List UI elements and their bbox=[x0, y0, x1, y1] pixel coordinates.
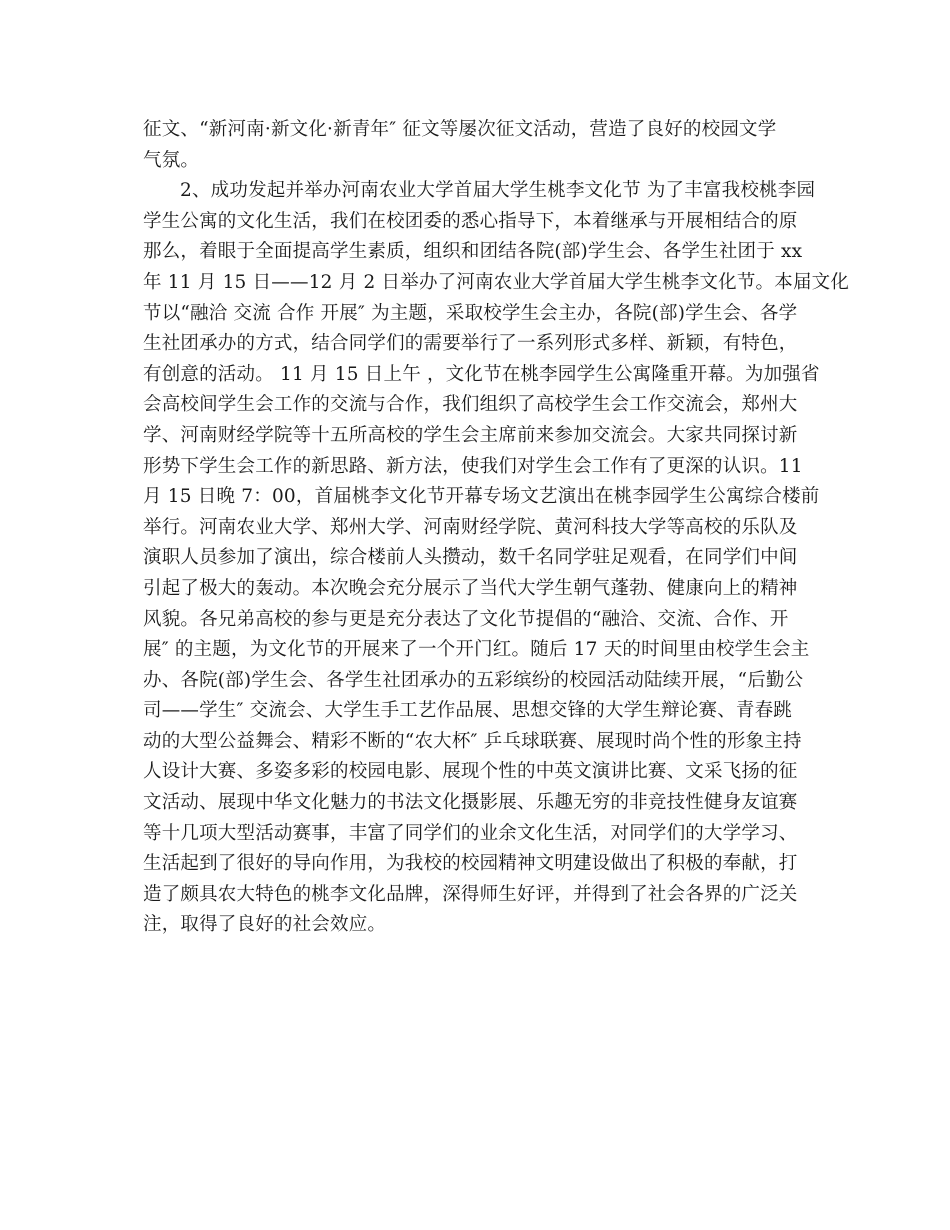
text-line: 年 11 月 15 日——12 月 2 日举办了河南农业大学首届大学生桃李文化节。本届文化 bbox=[143, 271, 850, 293]
text-line: 引起了极大的轰动。本次晚会充分展示了当代大学生朝气蓬勃、健康向上的精神 bbox=[143, 577, 798, 599]
text-line: 展″ 的主题，为文化节的开展来了一个开门红。随后 17 天的时间里由校学生会主 bbox=[143, 639, 810, 661]
text-line: 人设计大赛、多姿多彩的校园电影、展现个性的中英文演讲比赛、文采飞扬的征 bbox=[143, 761, 798, 783]
text-line: 等十几项大型活动赛事，丰富了同学们的业余文化生活，对同学们的大学学习、 bbox=[143, 822, 798, 844]
text-line: 气氛。 bbox=[143, 149, 200, 171]
text-line: 会高校间学生会工作的交流与合作，我们组织了高校学生会工作交流会，郑州大 bbox=[143, 394, 798, 416]
text-line: 风貌。各兄弟高校的参与更是充分表达了文化节提倡的“融洽、交流、合作、开 bbox=[143, 608, 789, 630]
document-body bbox=[143, 115, 850, 941]
text-line: 生活起到了很好的导向作用，为我校的校园精神文明建设做出了积极的奉献，打 bbox=[143, 853, 798, 875]
text-line: 注，取得了良好的社会效应。 bbox=[143, 914, 387, 936]
text-line: 文活动、展现中华文化魅力的书法文化摄影展、乐趣无穷的非竞技性健身友谊赛 bbox=[143, 792, 798, 814]
text-line: 举行。河南农业大学、郑州大学、河南财经学院、黄河科技大学等高校的乐队及 bbox=[143, 516, 798, 538]
text-line: 形势下学生会工作的新思路、新方法，使我们对学生会工作有了更深的认识。11 bbox=[143, 455, 803, 477]
text-line: 2、成功发起并举办河南农业大学首届大学生桃李文化节 为了丰富我校桃李园 bbox=[180, 180, 816, 202]
paragraph-2 bbox=[143, 176, 850, 941]
text-line: 办、各院(部)学生会、各学生社团承办的五彩缤纷的校园活动陆续开展，“后勤公 bbox=[143, 669, 804, 691]
text-line: 学、河南财经学院等十五所高校的学生会主席前来参加交流会。大家共同探讨新 bbox=[143, 424, 798, 446]
text-line: 月 15 日晚 7：00，首届桃李文化节开幕专场文艺演出在桃李园学生公寓综合楼前 bbox=[143, 486, 820, 508]
text-line: 生社团承办的方式，结合同学们的需要举行了一系列形式多样、新颖，有特色， bbox=[143, 333, 798, 355]
text-line: 司——学生″ 交流会、大学生手工艺作品展、思想交锋的大学生辩论赛、青春跳 bbox=[143, 700, 792, 722]
paragraph-1 bbox=[143, 115, 815, 176]
text-line: 学生公寓的文化生活，我们在校团委的悉心指导下，本着继承与开展相结合的原 bbox=[143, 210, 798, 232]
text-line: 那么，着眼于全面提高学生素质，组织和团结各院(部)学生会、各学生社团于 xx bbox=[143, 241, 803, 263]
text-line: 动的大型公益舞会、精彩不断的“农大杯″ 乒乓球联赛、展现时尚个性的形象主持 bbox=[143, 730, 802, 752]
text-line: 节以“融洽 交流 合作 开展″ 为主题，采取校学生会主办，各院(部)学生会、各学 bbox=[143, 302, 798, 324]
text-line: 演职人员参加了演出，综合楼前人头攒动，数千名同学驻足观看，在同学们中间 bbox=[143, 547, 798, 569]
text-line: 征文、“新河南·新文化·新青年″ 征文等屡次征文活动，营造了良好的校园文学 bbox=[143, 119, 777, 140]
text-line: 有创意的活动。 11 月 15 日上午 ，文化节在桃李园学生公寓隆重开幕。为加强省 bbox=[143, 363, 820, 385]
text-line: 造了颇具农大特色的桃李文化品牌，深得师生好评，并得到了社会各界的广泛关 bbox=[143, 883, 798, 905]
